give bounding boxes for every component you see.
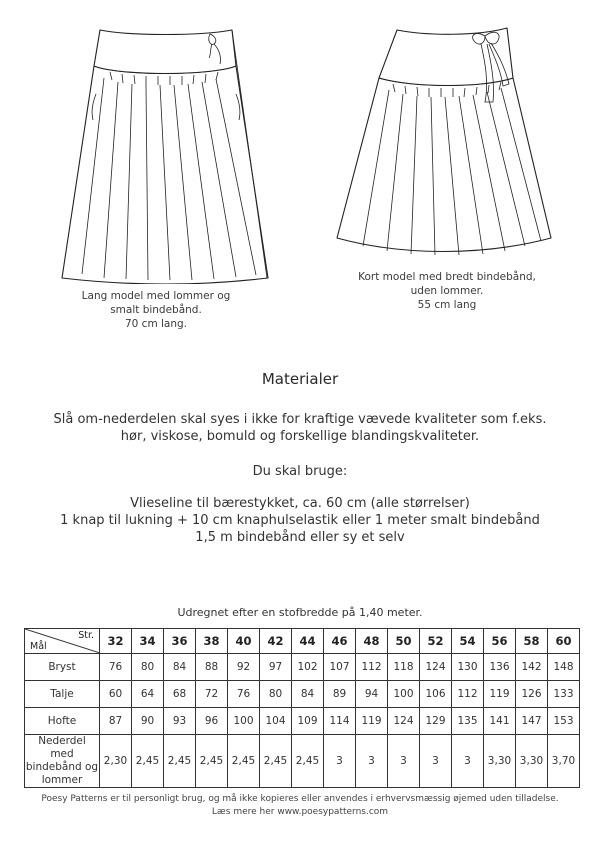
table-cell: 107: [324, 654, 356, 681]
table-cell: 89: [324, 681, 356, 708]
size-header-cell: 34: [132, 629, 164, 654]
table-cell: 84: [164, 654, 196, 681]
table-cell: 100: [228, 708, 260, 735]
row-label-line: Bryst: [48, 660, 76, 673]
size-header-cell: 40: [228, 629, 260, 654]
caption-line: Kort model med bredt bindebånd,: [358, 271, 536, 283]
row-label: [25, 654, 100, 681]
table-cell: 109: [292, 708, 324, 735]
table-cell: 84: [292, 681, 324, 708]
size-header-cell: 50: [388, 629, 420, 654]
long-skirt-illustration: [60, 22, 270, 284]
table-row: [25, 735, 580, 788]
table-cell: 112: [452, 681, 484, 708]
table-cell: 72: [196, 681, 228, 708]
table-cell: 126: [516, 681, 548, 708]
size-header-cell: 56: [484, 629, 516, 654]
materials-item: 1 knap til lukning + 10 cm knaphulselastik eller 1 meter smalt bindebånd: [60, 513, 540, 528]
size-header-cell: 38: [196, 629, 228, 654]
size-header-row: [25, 629, 580, 654]
caption-line: smalt bindebånd.: [110, 304, 202, 316]
size-header-cell: 48: [356, 629, 388, 654]
table-cell: 87: [100, 708, 132, 735]
table-cell: 94: [356, 681, 388, 708]
caption-line: Lang model med lommer og: [81, 290, 231, 302]
table-cell: 114: [324, 708, 356, 735]
short-skirt-illustration: [333, 22, 555, 258]
materials-item: Vlieseline til bærestykket, ca. 60 cm (alle størrelser): [130, 496, 470, 511]
materials-list: [0, 495, 600, 546]
table-cell: 124: [420, 654, 452, 681]
table-cell: 96: [196, 708, 228, 735]
table-cell: 141: [484, 708, 516, 735]
table-cell: 3: [452, 735, 484, 788]
table-cell: 124: [388, 708, 420, 735]
intro-line: hør, viskose, bomuld og forskellige blandingskvaliteter.: [120, 429, 480, 444]
corner-size-label: Str.: [78, 630, 94, 641]
size-header-cell: 42: [260, 629, 292, 654]
caption-line: uden lommer.: [410, 285, 484, 297]
row-label: [25, 735, 100, 788]
materials-item: 1,5 m bindebånd eller sy et selv: [195, 530, 405, 545]
table-cell: 102: [292, 654, 324, 681]
row-label-line: bindebånd og: [25, 761, 99, 773]
row-label: [25, 708, 100, 735]
size-table: [24, 628, 580, 788]
size-header-cell: 46: [324, 629, 356, 654]
table-cell: 3,30: [484, 735, 516, 788]
table-cell: 92: [228, 654, 260, 681]
size-header-cell: 32: [100, 629, 132, 654]
materials-heading: Materialer: [261, 370, 339, 388]
footer-copyright: Poesy Patterns er til personligt brug, og må ikke kopieres eller anvendes i erhvervsmæssig øjemed uden tilladelse.: [41, 794, 559, 804]
table-row: [25, 708, 580, 735]
table-cell: 147: [516, 708, 548, 735]
corner-measure-label: Mål: [30, 641, 47, 652]
table-cell: 3,70: [548, 735, 580, 788]
table-cell: 90: [132, 708, 164, 735]
caption-line: 70 cm lang.: [124, 318, 188, 330]
table-cell: 119: [484, 681, 516, 708]
table-cell: 80: [260, 681, 292, 708]
table-cell: 2,45: [260, 735, 292, 788]
table-cell: 88: [196, 654, 228, 681]
size-header-cell: 54: [452, 629, 484, 654]
size-header-cell: 36: [164, 629, 196, 654]
table-cell: 2,45: [228, 735, 260, 788]
table-cell: 3,30: [516, 735, 548, 788]
table-cell: 100: [388, 681, 420, 708]
row-label-line: Nederdel med: [38, 735, 86, 760]
table-row: [25, 654, 580, 681]
row-label-line: Hofte: [47, 714, 77, 727]
size-header-cell: 44: [292, 629, 324, 654]
table-cell: 97: [260, 654, 292, 681]
table-cell: 118: [388, 654, 420, 681]
table-cell: 76: [100, 654, 132, 681]
table-cell: 104: [260, 708, 292, 735]
size-header-cell: 58: [516, 629, 548, 654]
table-cell: 148: [548, 654, 580, 681]
table-cell: 80: [132, 654, 164, 681]
table-corner: [25, 629, 100, 654]
table-cell: 3: [324, 735, 356, 788]
table-cell: 119: [356, 708, 388, 735]
table-cell: 3: [356, 735, 388, 788]
table-cell: 130: [452, 654, 484, 681]
table-note: Udregnet efter en stofbredde på 1,40 meter.: [177, 606, 423, 619]
table-cell: 153: [548, 708, 580, 735]
table-cell: 64: [132, 681, 164, 708]
table-cell: 133: [548, 681, 580, 708]
table-cell: 2,45: [164, 735, 196, 788]
table-cell: 60: [100, 681, 132, 708]
footer-link: Læs mere her www.poesypatterns.com: [211, 807, 389, 817]
caption-line: 55 cm lang: [417, 299, 477, 311]
intro-line: Slå om-nederdelen skal syes i ikke for kraftige vævede kvaliteter som f.eks.: [53, 412, 547, 427]
table-cell: 3: [420, 735, 452, 788]
row-label-line: lommer: [41, 774, 83, 786]
size-header-cell: 52: [420, 629, 452, 654]
materials-intro: [0, 411, 600, 445]
table-cell: 68: [164, 681, 196, 708]
row-label-line: Talje: [50, 687, 74, 700]
table-cell: 93: [164, 708, 196, 735]
table-cell: 2,45: [196, 735, 228, 788]
table-row: [25, 681, 580, 708]
size-header-cell: 60: [548, 629, 580, 654]
table-cell: 129: [420, 708, 452, 735]
table-cell: 3: [388, 735, 420, 788]
table-cell: 2,45: [132, 735, 164, 788]
table-cell: 142: [516, 654, 548, 681]
table-cell: 106: [420, 681, 452, 708]
table-cell: 2,30: [100, 735, 132, 788]
long-model-caption: [56, 289, 256, 331]
table-cell: 112: [356, 654, 388, 681]
table-cell: 135: [452, 708, 484, 735]
row-label: [25, 681, 100, 708]
short-model-caption: [332, 270, 562, 312]
table-cell: 136: [484, 654, 516, 681]
table-cell: 2,45: [292, 735, 324, 788]
table-cell: 76: [228, 681, 260, 708]
materials-use-title: Du skal bruge:: [252, 464, 348, 479]
